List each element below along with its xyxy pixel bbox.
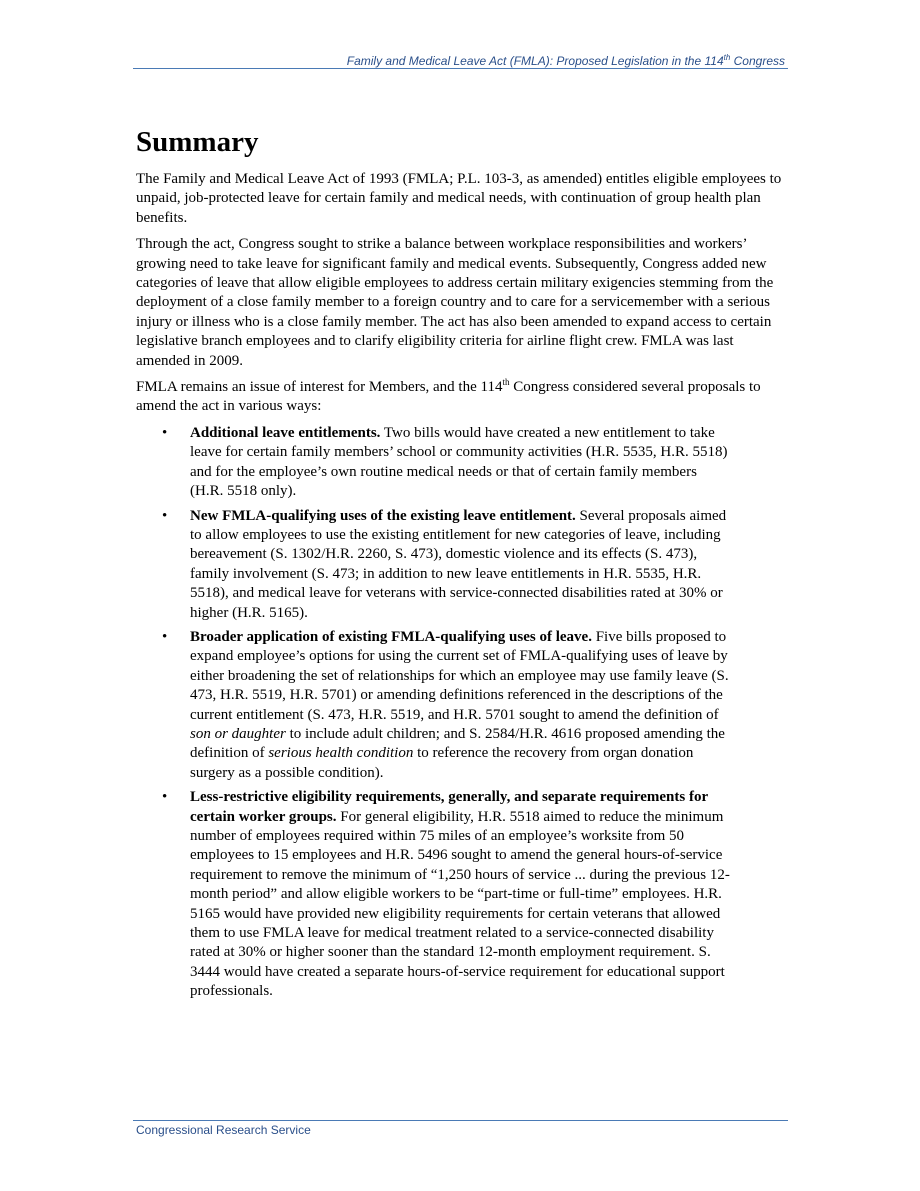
footer-label: Congressional Research Service: [136, 1123, 311, 1137]
item-text: Two bills would have created a new entitlement to take leave for certain family members’ school or community activities (H.R. 5535, H.R. 5518) and for the employee’s own routine medical needs or that of certain family members (H.R. 5518 only).: [190, 424, 728, 500]
list-item: [136, 788, 730, 1001]
p3-text-a: FMLA remains an issue of interest for Members, and the 114: [136, 379, 503, 396]
summary-paragraph-1: The Family and Medical Leave Act of 1993 (FMLA; P.L. 103-3, as amended) entitles eligible employees to unpaid, job-protected leave for certain family and medical needs, with continuation of group health plan benefits.: [136, 171, 782, 226]
page-body: [136, 122, 782, 1007]
item-text: to reference the recovery from organ donation surgery as a possible condition).: [190, 745, 694, 781]
summary-paragraph-3: [136, 378, 782, 417]
running-header: [133, 53, 785, 68]
list-item: [136, 424, 730, 502]
header-title-main: Family and Medical Leave Act (FMLA): Proposed Legislation in the 114: [346, 54, 724, 68]
bullet-icon: •: [162, 628, 168, 645]
summary-paragraph-2: Through the act, Congress sought to strike a balance between workplace responsibilities and workers’ growing need to take leave for significant family and medical events. Subsequently, Congress added new categories of leave that allow eligible employees to address certain military exigencies stemming from the deployment of a close family member to a foreign country and to care for a servicemember with a serious injury or illness who is a close family member. The act has also been amended to expand access to certain legislative branch employees and to clarify eligibility criteria for airline flight crew. FMLA was last amended in 2009.: [136, 236, 774, 369]
footer-rule: [133, 1120, 788, 1121]
header-title-sup: th: [723, 53, 731, 62]
item-text: For general eligibility, H.R. 5518 aimed to reduce the minimum number of employees required within 75 miles of an employee’s worksite from 50 employees to 15 employees and H.R. 5496 sought to amend the general hours-of-service requirement to remove the minimum of “1,250 hours of service ... during the previous 12-month period” and allow eligible workers to be “part-time or full-time” employees. H.R. 5165 would have provided new eligibility requirements for certain veterans that allowed them to use FMLA leave for medical treatment related to a service-connected disability rated at 30% or higher sooner than the standard 12-month employment requirement. S. 3444 would have created a separate hours-of-service requirement for educational support professionals.: [190, 808, 730, 1000]
item-heading: New FMLA-qualifying uses of the existing leave entitlement.: [190, 507, 576, 524]
item-italic-term: son or daughter: [190, 725, 286, 742]
item-heading: Broader application of existing FMLA-qualifying uses of leave.: [190, 628, 592, 645]
item-italic-term: serious health condition: [268, 745, 414, 762]
list-item: [136, 507, 730, 623]
summary-heading: Summary: [136, 126, 259, 158]
bullet-icon: •: [162, 789, 168, 806]
header-rule: [133, 68, 788, 69]
bullet-icon: •: [162, 424, 168, 441]
item-text: to include adult children; and S. 2584/H.R. 4616 proposed amending the definition of: [190, 725, 725, 762]
item-heading: Additional leave entitlements.: [190, 424, 381, 441]
list-item: [136, 628, 730, 783]
bullet-icon: •: [162, 507, 168, 524]
p3-text-b: Congress considered several proposals to amend the act in various ways:: [136, 379, 761, 415]
p3-sup: th: [502, 377, 510, 388]
item-text: Several proposals aimed to allow employees to use the existing entitlement for new categories of leave, including bereavement (S. 1302/H.R. 2260, S. 473), domestic violence and its effects (S. 473), family involvement (S. 473; in addition to new leave entitlements in H.R. 5535, H.R. 5518), and medical leave for veterans with service-connected disabilities rated at 30% or higher (H.R. 5165).: [190, 507, 727, 621]
proposal-list: [136, 424, 782, 1002]
item-heading: Less-restrictive eligibility requirements, generally, and separate requirements for certain worker groups.: [190, 789, 708, 825]
item-text: Five bills proposed to expand employee’s options for using the current set of FMLA-qualifying uses of leave by either broadening the set of relationships for which an employee may use family leave (S. 473, H.R. 5519, H.R. 5701) or amending definitions referenced in the descriptions of the current entitlement (S. 473, H.R. 5519, and H.R. 5701 sought to amend the definition of: [190, 628, 729, 723]
header-title-end: Congress: [730, 54, 785, 68]
